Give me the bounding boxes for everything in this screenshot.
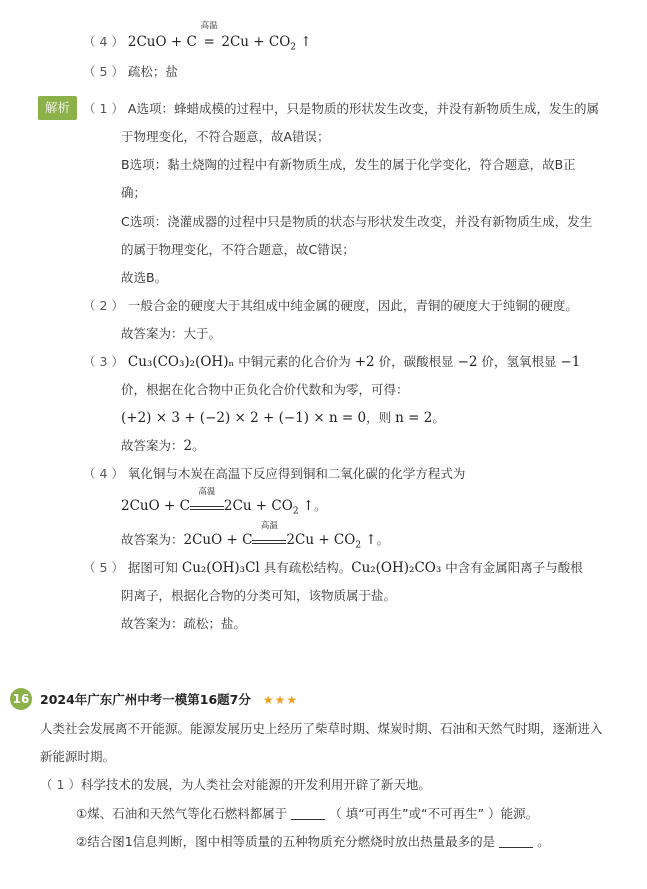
formula: Cu₃(CO₃)₂(OH)ₙ (127, 354, 235, 370)
analysis-p3-line1: （ 3 ） Cu₃(CO₃)₂(OH)ₙ 中铜元素的化合价为 +2 价，碳酸根显 −2 价，氢氧根显 −1 (83, 354, 581, 370)
analysis-p1-line4: 确； (121, 185, 147, 200)
analysis-p1-line1: （ 1 ） A选项：蜂蜡成模的过程中，只是物质的形状发生改变，并没有新物质生成，发生的属 (83, 101, 599, 116)
answer-blank[interactable] (291, 807, 325, 820)
answer-blank[interactable] (499, 835, 533, 848)
item-number: （ 2 ） (83, 298, 124, 313)
analysis-p5-answer: 故答案为：疏松；盐。 (121, 616, 247, 631)
equation: 2CuO + C 高温 = $2Cu + CO_2$ ↑ (127, 21, 312, 53)
item-number: （ 1 ） (83, 101, 124, 116)
analysis-p4-equation: 2CuO + C 高温 $2Cu + CO_2$ ↑。 (121, 487, 327, 517)
prev-answer-5 (83, 63, 178, 81)
item-number: （ 4 ） (83, 466, 124, 481)
item-number: （ 5 ） (83, 64, 124, 79)
condition-label: 高温 (198, 487, 216, 497)
analysis-p1-line2: 于物理变化，不符合题意，故A错误； (121, 129, 330, 144)
question-number-badge: 16 (10, 688, 32, 710)
item-number: （ 1 ） (40, 777, 81, 792)
question-header (40, 691, 298, 709)
analysis-p3-line3: (+2) × 3 + (−2) × 2 + (−1) × n = 0，则 n = 2。 (121, 410, 445, 426)
analysis-p1-line7: 故选B。 (121, 270, 168, 285)
question-item2: ②结合图1信息判断，图中相等质量的五种物质充分燃烧时放出热量最多的是 。 (76, 834, 550, 849)
condition-label: 高温 (200, 21, 218, 31)
item-number: （ 3 ） (83, 354, 124, 369)
analysis-p2-line1: （ 2 ） 一般合金的硬度大于其组成中纯金属的硬度，因此，青铜的硬度大于纯铜的硬度。 (83, 298, 578, 313)
analysis-p4-answer: 故答案为：2CuO + C 高温 $2Cu + CO_2$ ↑。 (121, 521, 390, 551)
analysis-p5-line1: （ 5 ） 据图可知 Cu₂(OH)₃Cl 具有疏松结构。Cu₂(OH)₂CO₃ 中含有金属阳离子与酸根 (83, 560, 583, 576)
analysis-p4-line1: （ 4 ） 氧化铜与木炭在高温下反应得到铜和二氧化碳的化学方程式为 (83, 466, 466, 481)
formula: Cu₂(OH)₃Cl (181, 560, 260, 576)
question-intro-line2: 新能源时期。 (40, 749, 116, 764)
analysis-p3-answer: 故答案为：2。 (121, 438, 205, 454)
equation: (+2) × 3 + (−2) × 2 + (−1) × n = 0 (121, 410, 367, 426)
analysis-p2-answer: 故答案为：大于。 (121, 326, 222, 341)
answer-text: 疏松；盐 (127, 64, 178, 79)
analysis-p5-line2: 阴离子，根据化合物的分类可知，该物质属于盐。 (121, 588, 397, 603)
analysis-badge: 解析 (38, 96, 77, 120)
analysis-p1-line3: B选项：黏土烧陶的过程中有新物质生成，发生的属于化学变化，符合题意，故B正 (121, 157, 576, 172)
question-intro-line1: 人类社会发展离不开能源。能源发展历史上经历了柴草时期、煤炭时期、石油和天然气时期，逐渐进入 (40, 721, 603, 736)
formula: Cu₂(OH)₂CO₃ (351, 560, 442, 576)
question-item1: ①煤、石油和天然气等化石燃料都属于 （ 填“可再生”或“不可再生” ）能源。 (76, 806, 539, 821)
analysis-p1-line6: 的属于物理变化，不符合题意，故C错误； (121, 242, 355, 257)
item-number: （ 4 ） (83, 34, 124, 49)
question-sub1: （ 1 ）科学技术的发展，为人类社会对能源的开发利用开辟了新天地。 (40, 777, 431, 792)
question-title: 2024年广东广州中考一模第16题7分 (40, 692, 251, 707)
prev-answer-4 (83, 21, 312, 57)
analysis-p1-line5: C选项：浇灌成器的过程中只是物质的状态与形状发生改变，并没有新物质生成，发生 (121, 214, 593, 229)
analysis-p3-line2: 价，根据在化合物中正负化合价代数和为零，可得： (121, 382, 409, 397)
condition-label: 高温 (260, 521, 278, 531)
item-number: （ 5 ） (83, 560, 124, 575)
difficulty-stars: ★★★ (262, 693, 299, 707)
